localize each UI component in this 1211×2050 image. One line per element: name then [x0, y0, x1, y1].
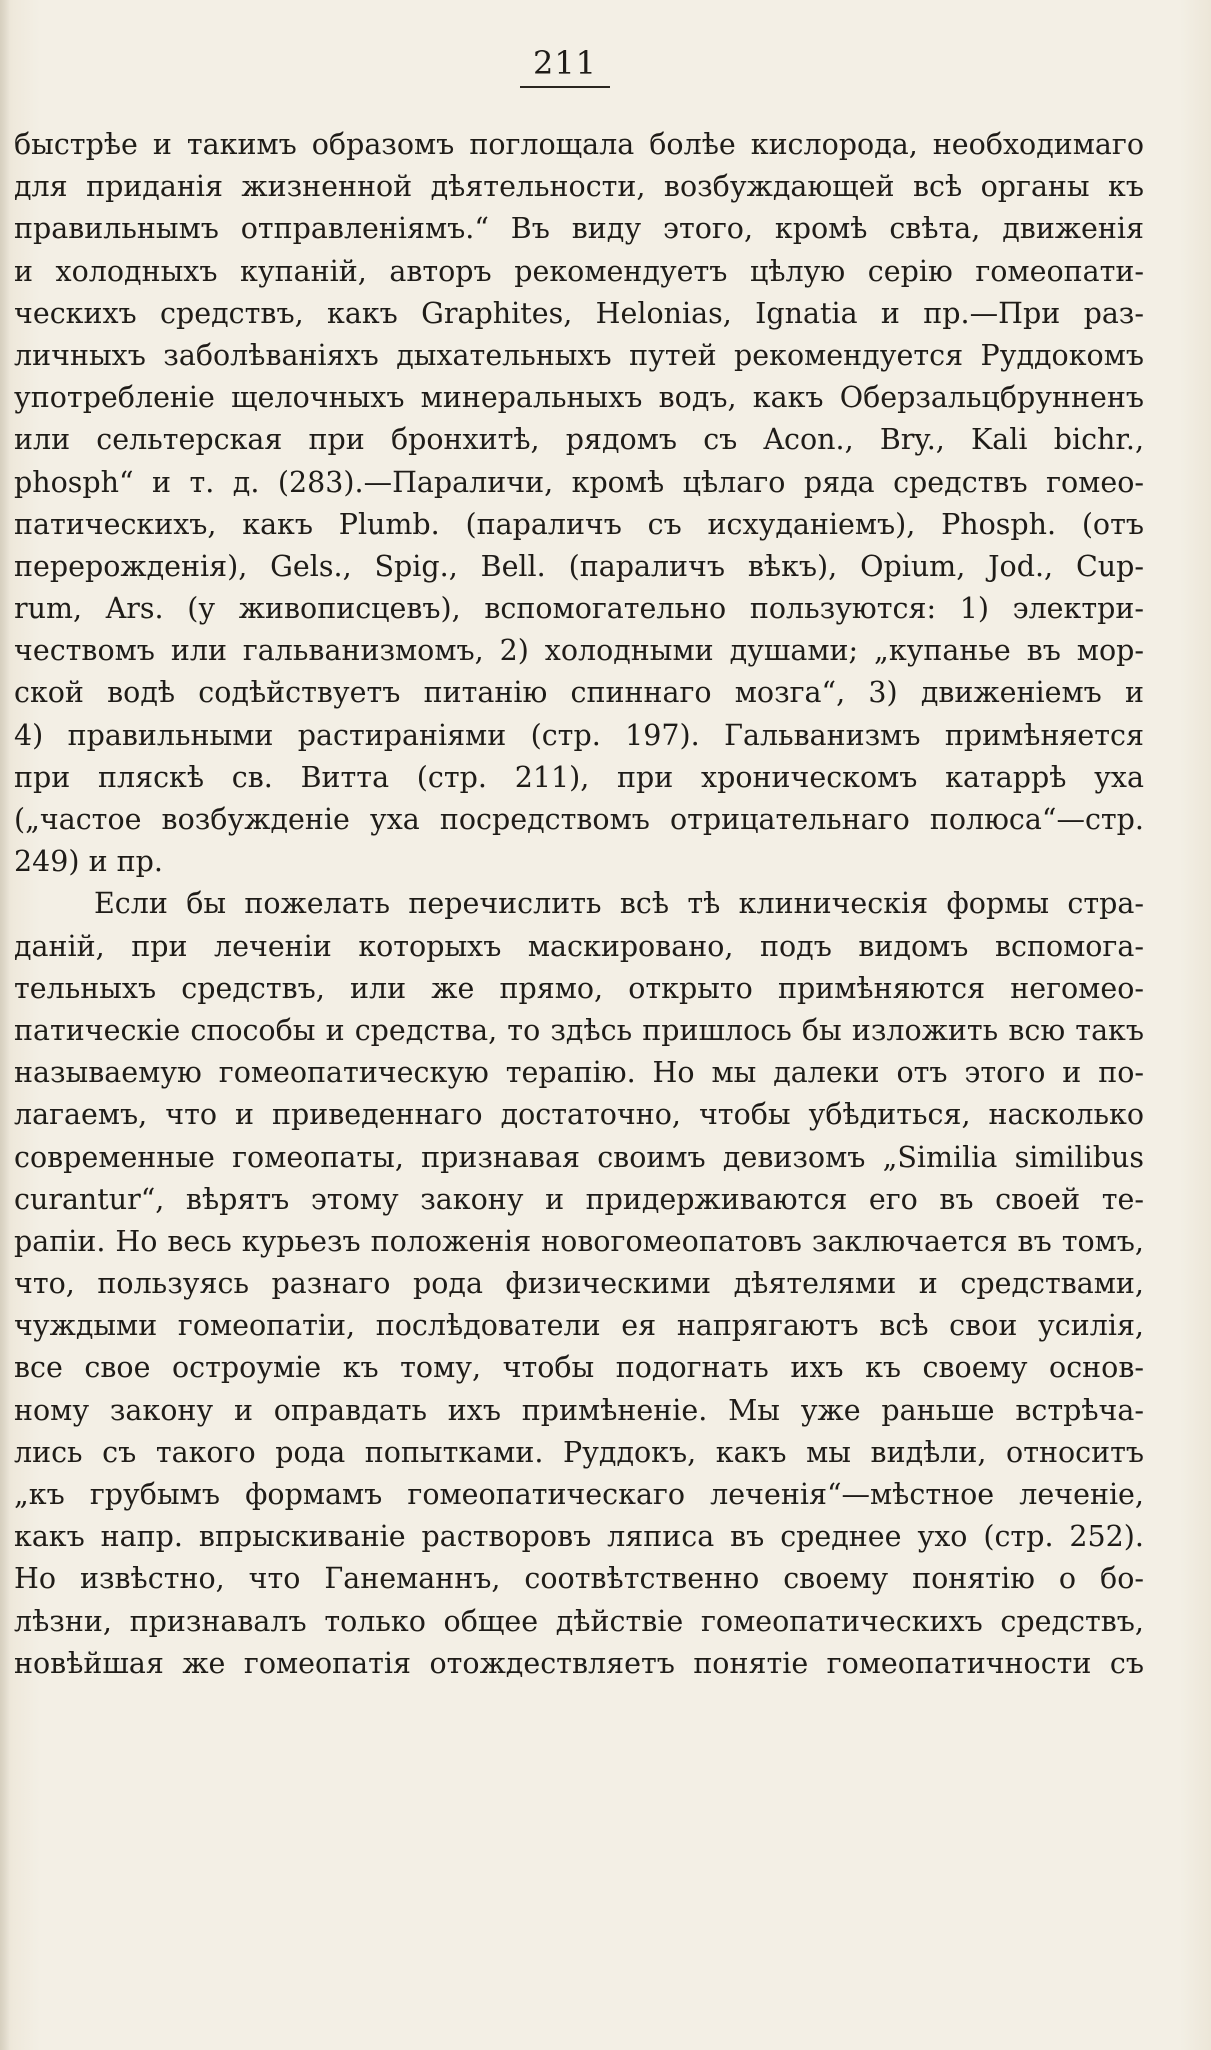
text-line: все свое остроуміе къ тому, чтобы подогнать ихъ къ своему основ- [14, 1351, 1144, 1385]
text-line-paragraph-start: Если бы пожелать перечислить всѣ тѣ клиническія формы стра- [94, 887, 1144, 921]
text-line: и холодныхъ купаній, авторъ рекомендуетъ цѣлую серію гомеопати- [14, 254, 1144, 288]
text-line: ческихъ средствъ, какъ Graphites, Helonias, Ignatia и пр.—При раз- [14, 296, 1144, 330]
text-line: „къ грубымъ формамъ гомеопатическаго леченія“—мѣстное леченіе, [14, 1478, 1144, 1511]
text-line: какъ напр. впрыскиваніе растворовъ ляписа въ среднее ухо (стр. 252). [14, 1520, 1144, 1554]
text-line: для приданія жизненной дѣятельности, возбуждающей всѣ органы къ [14, 170, 1144, 204]
text-line: лись съ такого рода попытками. Руддокъ, какъ мы видѣли, относитъ [14, 1435, 1144, 1469]
text-line-paragraph-end: 249) и пр. [14, 845, 163, 879]
text-line: современные гомеопаты, признавая своимъ девизомъ „Similia similibus [14, 1140, 1144, 1174]
page-number-rule [520, 86, 610, 88]
text-line: лагаемъ, что и приведеннаго достаточно, чтобы убѣдиться, насколько [14, 1098, 1144, 1132]
text-line: рапіи. Но весь курьезъ положенія новогомеопатовъ заключается въ томъ, [14, 1224, 1144, 1258]
text-line: чуждыми гомеопатіи, послѣдователи ея напрягаютъ всѣ свои усилія, [14, 1309, 1144, 1343]
text-line: 4) правильными растираніями (стр. 197). Гальванизмъ примѣняется [14, 718, 1144, 752]
text-line: лѣзни, признавалъ только общее дѣйствіе гомеопатическихъ средствъ, [14, 1604, 1144, 1638]
text-line: употребленіе щелочныхъ минеральныхъ водъ, какъ Оберзальцбрунненъ [14, 381, 1144, 415]
text-line: rum, Ars. (у живописцевъ), вспомогательно пользуются: 1) электри- [14, 592, 1144, 626]
text-line: тельныхъ средствъ, или же прямо, открыто примѣняются негомео- [14, 971, 1144, 1005]
text-line: чествомъ или гальванизмомъ, 2) холодными душами; „купанье въ мор- [14, 634, 1144, 668]
text-line: даній, при леченіи которыхъ маскировано, подъ видомъ вспомога- [14, 929, 1144, 963]
text-line: называемую гомеопатическую терапію. Но мы далеки отъ этого и по- [14, 1056, 1144, 1090]
text-line: при пляскѣ св. Витта (стр. 211), при хроническомъ катаррѣ уха [14, 760, 1144, 794]
text-line: новѣйшая же гомеопатія отождествляетъ понятіе гомеопатичности съ [14, 1646, 1144, 1680]
text-line: ному закону и оправдать ихъ примѣненіе. Мы уже раньше встрѣча- [14, 1393, 1144, 1427]
text-line: правильнымъ отправленіямъ.“ Въ виду этого, кромѣ свѣта, движенія [14, 212, 1144, 246]
text-line: Но извѣстно, что Ганеманнъ, соотвѣтственно своему понятію о бо- [14, 1562, 1144, 1596]
text-line: патическихъ, какъ Plumb. (параличъ съ исхуданіемъ), Phosph. (отъ [14, 507, 1144, 541]
text-line: phosph“ и т. д. (283).—Параличи, кромѣ цѣлаго ряда средствъ гомео- [14, 465, 1144, 499]
binding-shadow [0, 0, 10, 2050]
text-line: быстрѣе и такимъ образомъ поглощала болѣе кислорода, необходимаго [14, 128, 1144, 161]
text-line: перерожденія), Gels., Spig., Bell. (параличъ вѣкъ), Opium, Jod., Cup- [14, 549, 1144, 583]
text-line: патическіе способы и средства, то здѣсь пришлось бы изложить всю такъ [14, 1013, 1144, 1047]
text-line: („частое возбужденіе уха посредствомъ отрицательнаго полюса“—стр. [14, 803, 1144, 836]
body-text [14, 124, 1144, 1685]
text-line: ской водѣ содѣйствуетъ питанію спиннаго мозга“, 3) движеніемъ и [14, 676, 1144, 710]
text-line: личныхъ заболѣваніяхъ дыхательныхъ путей рекомендуется Руддокомъ [14, 338, 1144, 372]
text-line: curantur“, вѣрятъ этому закону и придерживаются его въ своей те- [14, 1182, 1144, 1216]
text-line: или сельтерская при бронхитѣ, рядомъ съ Acon., Bry., Kali bichr., [14, 423, 1144, 457]
text-line: что, пользуясь разнаго рода физическими дѣятелями и средствами, [14, 1267, 1144, 1301]
page-number: 211 [532, 44, 598, 82]
